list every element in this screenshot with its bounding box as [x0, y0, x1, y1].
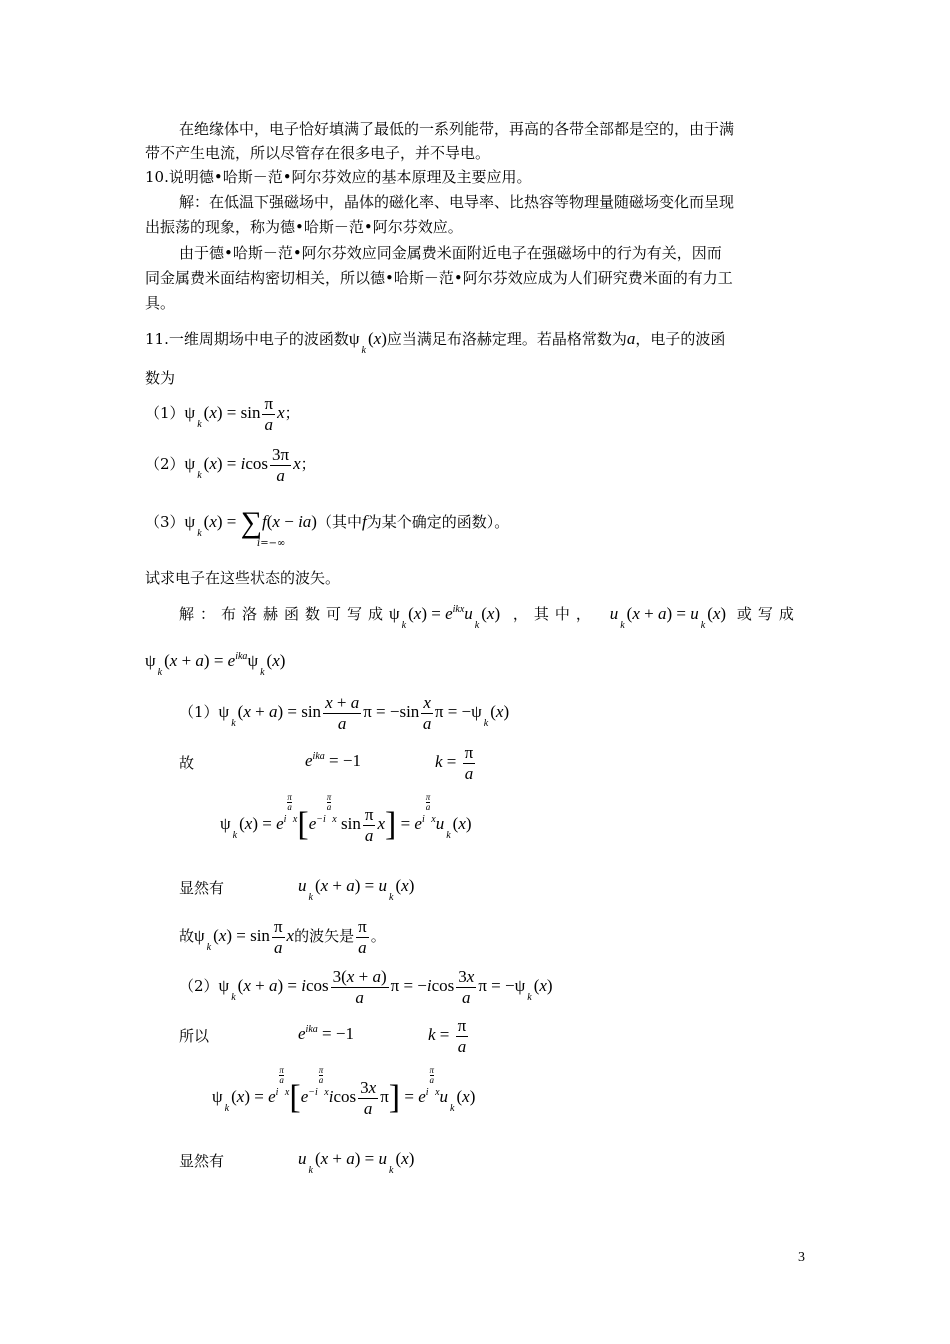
paragraph-line: 在绝缘体中，电子恰好填满了最低的一系列能带，再高的各带全部都是空的，由于满 — [179, 120, 735, 138]
conclusion-text: 的波矢是 — [294, 927, 355, 945]
suoyi-label: 所以 — [179, 1027, 210, 1045]
sum-lower-limit: i=−∞ — [257, 538, 286, 549]
note-text: （其中 — [316, 513, 362, 531]
q11-text: 11.一维周期场中电子的波函数 — [145, 330, 349, 348]
question-11-ask: 试求电子在这些状态的波矢。 — [145, 569, 341, 587]
xianran-label: 显然有 — [179, 1152, 225, 1170]
period: 。 — [370, 927, 386, 945]
conclusion-1: 故$\psi_k(x) = \sin$ $\frac{\pi}{a}$ x的波矢是 $\frac{\pi}{a}$ 。 — [179, 916, 386, 957]
k-value: k = $\frac{\pi}{a}$ — [435, 742, 474, 783]
solution-text: 解：布洛赫函数可写成 — [179, 605, 390, 623]
solution-1-equation: $(1)\psi_k(x + a) = \sin$ $\frac{x + a}{a}$ π = −sin $\frac{x}{a}$ $\pi = -\psi_k(x)$ — [179, 692, 510, 733]
eika-equals: $e^{ika} = -1$ — [305, 751, 361, 770]
q11-text: 应当满足布洛赫定理。若晶格常数为 — [386, 330, 627, 348]
item-label: （1） — [145, 404, 185, 422]
periodicity-u: $u_k(x + a) = u_k(x)$ — [298, 876, 415, 903]
paragraph-line: 带不产生电流，所以尽管存在很多电子，并不导电。 — [145, 144, 491, 162]
answer-line: 解：在低温下强磁场中，晶体的磁化率、电导率、比热容等物理量随磁场变化而呈现 — [179, 193, 735, 211]
xianran-label: 显然有 — [179, 879, 225, 897]
question-11-line: 数为 — [145, 369, 176, 387]
item-label: （1） — [179, 703, 219, 721]
q11-text: ，电子的波函 — [635, 330, 726, 348]
item-label: （3） — [145, 513, 185, 531]
psi-expansion-2: $\psi_k(x) = e^{i \frac{\pi}{a} x}[e^{-i \frac{\pi}{a} x}icos$ $\frac{3x}{a}$ $\pi] = e^{i \frac{\pi}{a} x}u_k(x)$ — [212, 1065, 476, 1118]
lattice-constant-symbol: a — [626, 329, 636, 348]
gu-label: 故 — [179, 754, 195, 772]
gu-label: 故 — [179, 927, 195, 945]
periodicity-u: $u_k(x + a) = u_k(x)$ — [298, 1149, 415, 1176]
bloch-relation: $\psi_k(x + a) = e^{ika}\psi_k(x)$ — [145, 651, 286, 678]
item-2-equation: $(2)\psi_k(x) = icos$ $\frac{3\pi}{a}$ x； — [145, 444, 316, 485]
item-label: （2） — [145, 455, 185, 473]
answer-line: 出振荡的现象，称为德•哈斯－范•阿尔芬效应。 — [145, 218, 463, 236]
solution-2-equation: $(2)\psi_k(x + a) = icos$ $\frac{3(x + a)}{a}$ π = −icos $\frac{3x}{a}$ $\pi = -\psi_k(x)$ — [179, 966, 553, 1007]
item-3-equation: $(3)\psi_k(x) = \sum f(x - ia)$（其中f为某个确定的函数）。 — [145, 506, 510, 540]
item-label: （2） — [179, 977, 219, 995]
answer-line: 同金属费米面结构密切相关，所以德•哈斯－范•阿尔芬效应成为人们研究费米面的有力工 — [145, 269, 733, 287]
question-10-title: 10.说明德•哈斯－范•阿尔芬效应的基本原理及主要应用。 — [145, 168, 532, 186]
page-number: 3 — [798, 1250, 805, 1265]
psi-expansion-1: $\psi_k(x) = e^{i \frac{\pi}{a} x}[e^{-i \frac{\pi}{a} x}$ sin $\frac{\pi}{a}$ $x] = e^{i \frac{\pi}{a} x}u_k(x)$ — [220, 792, 472, 845]
solution-text: ，其中， — [512, 605, 597, 623]
sum-symbol: ∑ — [240, 506, 263, 540]
solution-intro-line: 解：布洛赫函数可写成$\psi_k(x) = e^{ikx}u_k(x)$ ，其中， $u_k(x + a) = u_k(x)$ 或写成 — [179, 604, 800, 631]
question-11-line — [145, 328, 726, 356]
answer-line: 由于德•哈斯－范•阿尔芬效应同金属费米面附近电子在强磁场中的行为有关，因而 — [179, 244, 722, 262]
eika-equals: $e^{ika} = -1$ — [298, 1024, 354, 1043]
note-text: 为某个确定的函数）。 — [366, 513, 510, 531]
item-1-equation: $(1)\psi_k(x) = \sin$ $\frac{\pi}{a}$ x； — [145, 393, 300, 434]
k-value: k = $\frac{\pi}{a}$ — [428, 1015, 467, 1056]
solution-text: 或写成 — [736, 605, 800, 623]
psi-k-formula: $\psi_k(x)$ — [348, 329, 387, 356]
answer-line: 具。 — [145, 294, 176, 312]
